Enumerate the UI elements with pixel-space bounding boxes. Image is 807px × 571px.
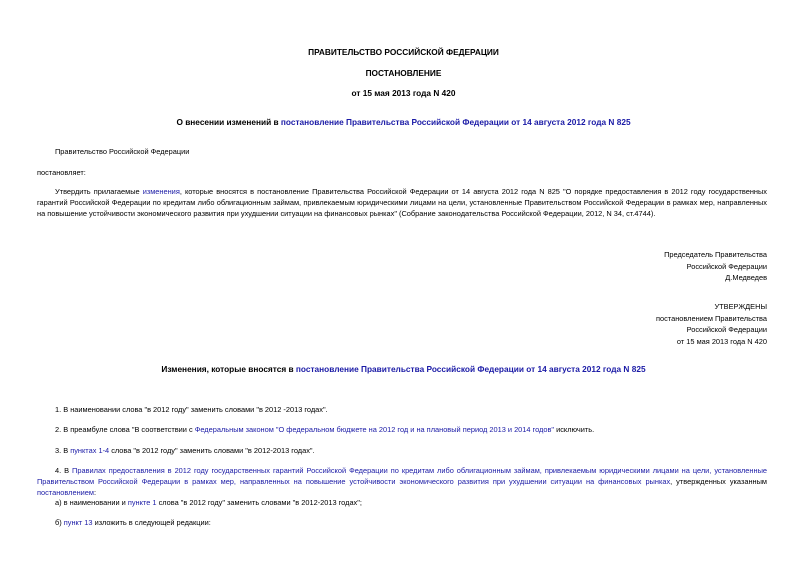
document-date: от 15 мая 2013 года N 420 [351, 88, 456, 98]
decrees-line: постановляет: [37, 168, 86, 177]
item-2-pre: 2. В преамбуле слова "В соответствии с [55, 425, 195, 434]
item-4-post: : [94, 488, 97, 497]
item-a [37, 497, 767, 508]
item-4-mid: , утвержденных указанным [670, 477, 768, 486]
document-title [0, 117, 807, 127]
item-b-post: изложить в следующей редакции: [92, 518, 211, 527]
points-1-4-link[interactable]: пунктах 1-4 [70, 446, 110, 455]
item-1: 1. В наименовании слова "в 2012 году" заменить словами "в 2012 -2013 годах". [55, 405, 328, 414]
item-b [37, 517, 767, 528]
changes-title-decree-link[interactable]: постановление Правительства Российской Федерации от 14 августа 2012 года N 825 [295, 364, 646, 374]
approve-post: (Собрание законодательства Российской Федерации, 2012, N 34, ст.4744). [396, 209, 656, 218]
federal-law-link[interactable]: Федеральным законом "О федеральном бюджете на 2012 год и на плановый период 2013 и 2014 годов" [194, 425, 555, 434]
changes-title [0, 364, 807, 374]
item-4-pre: 4. В [55, 466, 73, 475]
government-heading: ПРАВИТЕЛЬСТВО РОССИЙСКОЙ ФЕДЕРАЦИИ [308, 47, 499, 57]
title-prefix: О внесении изменений в [176, 117, 281, 127]
item-b-pre: б) [55, 518, 64, 527]
decree-link[interactable]: постановлением [37, 488, 94, 497]
rules-link[interactable]: Правилах предоставления в 2012 году государственных гарантий Российской Федерации по кредитам либо облигационным займам, привлекаемым юридическими лицами на цели, установленные Правительством Российской Федерации в рамках мер, направленных на повышение устойчивости экономического развития при ухудшении ситуации на финансовых рынках [37, 466, 768, 486]
item-2-post: исключить. [554, 425, 595, 434]
approve-changes-link[interactable]: изменения [142, 187, 180, 196]
approved-label: УТВЕРЖДЕНЫ [714, 302, 767, 311]
signature-title: Председатель Правительства [664, 250, 767, 259]
signature-name: Д.Медведев [725, 273, 767, 282]
approved-by: постановлением Правительства [656, 313, 767, 323]
item-4 [37, 465, 767, 498]
approve-pre: Утвердить прилагаемые [55, 187, 143, 196]
approved-federation: Российской Федерации [686, 325, 767, 334]
item-2 [37, 424, 767, 435]
document-type: ПОСТАНОВЛЕНИЕ [365, 68, 442, 78]
title-decree-link[interactable]: постановление Правительства Российской Федерации от 14 августа 2012 года N 825 [280, 117, 631, 127]
item-a-post: слова "в 2012 году" заменить словами "в 2012-2013 годах"; [156, 498, 362, 507]
item-3-pre: 3. В [55, 446, 71, 455]
item-3-post: слова "в 2012 году" заменить словами "в 2012-2013 годах". [109, 446, 315, 455]
item-a-pre: а) в наименовании и [55, 498, 128, 507]
approve-mid: , которые вносятся в постановление Правительства Российской Федерации от 14 августа 2012 года N 825 "О порядке предоставления в 2012 году государственных гарантий Российской Федерации по кредитам либо облигационным займам, привлекаемым юридическими лицами на цели, установленные Правительством Российской Федерации в рамках мер, направленных на повышение устойчивости экономического развития при ухудшении ситуации на финансовых рынках" [37, 187, 767, 218]
item-3 [37, 445, 767, 456]
signature-federation: Российской Федерации [686, 261, 767, 271]
point-1-link[interactable]: пункте 1 [127, 498, 157, 507]
approved-date: от 15 мая 2013 года N 420 [676, 336, 767, 346]
changes-title-prefix: Изменения, которые вносятся в [161, 364, 296, 374]
government-line: Правительство Российской Федерации [55, 147, 190, 156]
approved-block [656, 301, 767, 347]
approve-paragraph [37, 186, 767, 219]
signature-block [664, 249, 767, 284]
point-13-link[interactable]: пункт 13 [63, 518, 93, 527]
